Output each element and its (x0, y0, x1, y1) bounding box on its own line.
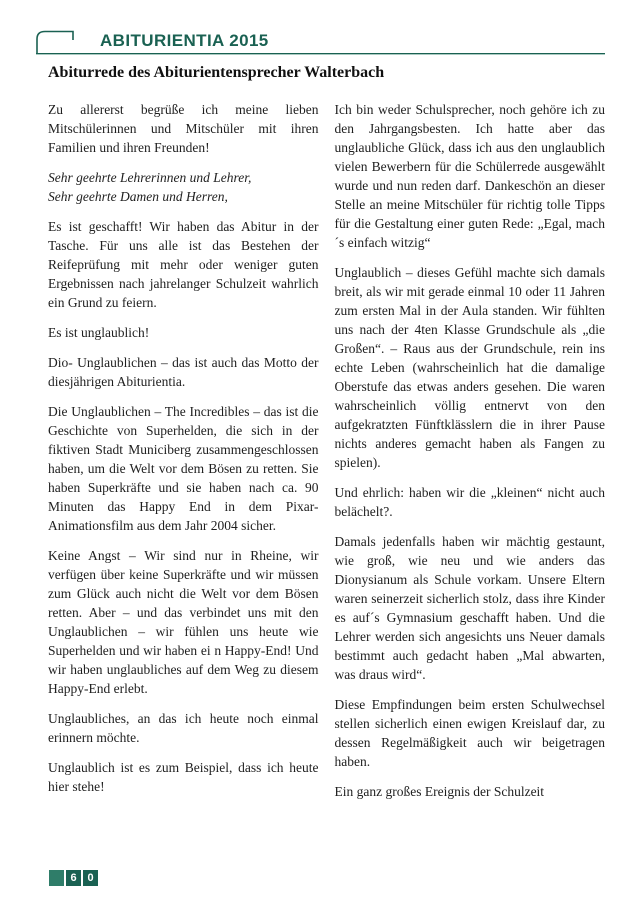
article-title: Abiturrede des Abiturientensprecher Walterbach (48, 64, 385, 81)
paragraph: Ich bin weder Schulsprecher, noch gehöre ich zu den Jahrgangsbesten. Ich hatte aber das unglaubliche Glück, dass ich aus den unglaublich vielen Bewerbern für die Schülerrede ausgewählt wurde und nun reden darf. Dankeschön an dieser Stelle an meine Mitschüler für richtig tolle Tipps für die Gestaltung einer guten Rede: „Egal, mach´s einfach witzig“ (334, 102, 605, 250)
salutation-paragraph (48, 168, 319, 206)
left-column (48, 100, 319, 872)
paragraph: Unglaublich – dieses Gefühl machte sich damals breit, als wir mit gerade einmal 10 oder 11 Jahren zum ersten Mal in der Aula standen. Wir fühlten uns nach der 4ten Klasse Grundschule als „die Großen“. – Raus aus der Grundschule, rein ins echte Leben (wahrscheinlich hat die damalige Oberstufe das etwas anders gesehen. Die waren wahrscheinlich völlig entnervt von den aufgekratzten Fünftklässlern die in ihrer Pause nichts anderes gemacht haben als Fangen zu spielen). (334, 265, 605, 470)
paragraph: Und ehrlich: haben wir die „kleinen“ nicht auch belächelt?. (334, 485, 605, 519)
header-rule (36, 53, 605, 55)
page-number-digit: 0 (83, 870, 98, 886)
right-column (335, 100, 606, 872)
paragraph: Dio- Unglaublichen – das ist auch das Motto der diesjährigen Abiturientia. (48, 355, 319, 389)
paragraph: Unglaublich ist es zum Beispiel, dass ich heute hier stehe! (48, 760, 319, 794)
paragraph: Unglaubliches, an das ich heute noch einmal erinnern möchte. (48, 711, 319, 745)
section-title: ABITURIENTIA 2015 (100, 31, 269, 50)
paragraph: Die Unglaublichen – The Incredibles – das ist die Geschichte von Superhelden, die sich in der fiktiven Stadt Municiberg zusammengeschlossen haben, um die Welt vor dem Bösen zu retten. Sie haben Superkräfte und sie haben nach ca. 90 Minuten das Happy End in dem Pixar- Animationsfilm aus dem Jahr 2004 sicher. (48, 404, 319, 533)
paragraph: Zu allererst begrüße ich meine lieben Mitschülerinnen und Mitschüler mit ihren Familien und ihren Freunden! (48, 102, 319, 155)
paragraph: Damals jedenfalls haben wir mächtig gestaunt, wie groß, wie neu und wie anders das Dionysianum als Schule vorkam. Unsere Eltern waren seinerzeit sicherlich stolz, dass ihre Kinder es auf´s Gymnasium geschafft haben. Und die Lehrer werden sich angesichts uns Neuer damals bestimmt auch gedacht haben „Mal abwarten, was draus wird“. (334, 534, 605, 682)
page-footer (49, 870, 98, 886)
paragraph: Es ist unglaublich! (48, 325, 150, 340)
salutation-line: Sehr geehrte Lehrerinnen und Lehrer, (48, 170, 252, 185)
page-header (0, 0, 638, 55)
salutation-line: Sehr geehrte Damen und Herren, (48, 189, 228, 204)
paragraph: Es ist geschafft! Wir haben das Abitur in der Tasche. Für uns alle ist das Bestehen der Reifeprüfung mit mehr oder weniger guten Ergebnissen nach jahrelanger Schulzeit wahrlich ein Grund zu feiern. (48, 219, 319, 310)
paragraph: Ein ganz großes Ereignis der Schulzeit (334, 784, 545, 799)
article-body (48, 100, 605, 872)
page-number-digit: 6 (66, 870, 81, 886)
page-number-decoration (49, 870, 64, 886)
paragraph: Diese Empfindungen beim ersten Schulwechsel stellen sicherlich einen ewigen Kreislauf dar, zu dessen Regelmäßigkeit auch wir beigetragen haben. (334, 697, 605, 769)
header-corner-decoration (36, 30, 74, 54)
paragraph: Keine Angst – Wir sind nur in Rheine, wir verfügen über keine Superkräfte und wir müssen zum Glück auch nicht die Welt vor dem Bösen retten. Aber – und das verbindet uns mit den Unglaublichen – wir fühlen uns heute wie Superhelden und wir haben ei n Happy-End! Und wir haben unglaubliches auf dem Weg zu diesem Happy-End erlebt. (48, 548, 319, 696)
